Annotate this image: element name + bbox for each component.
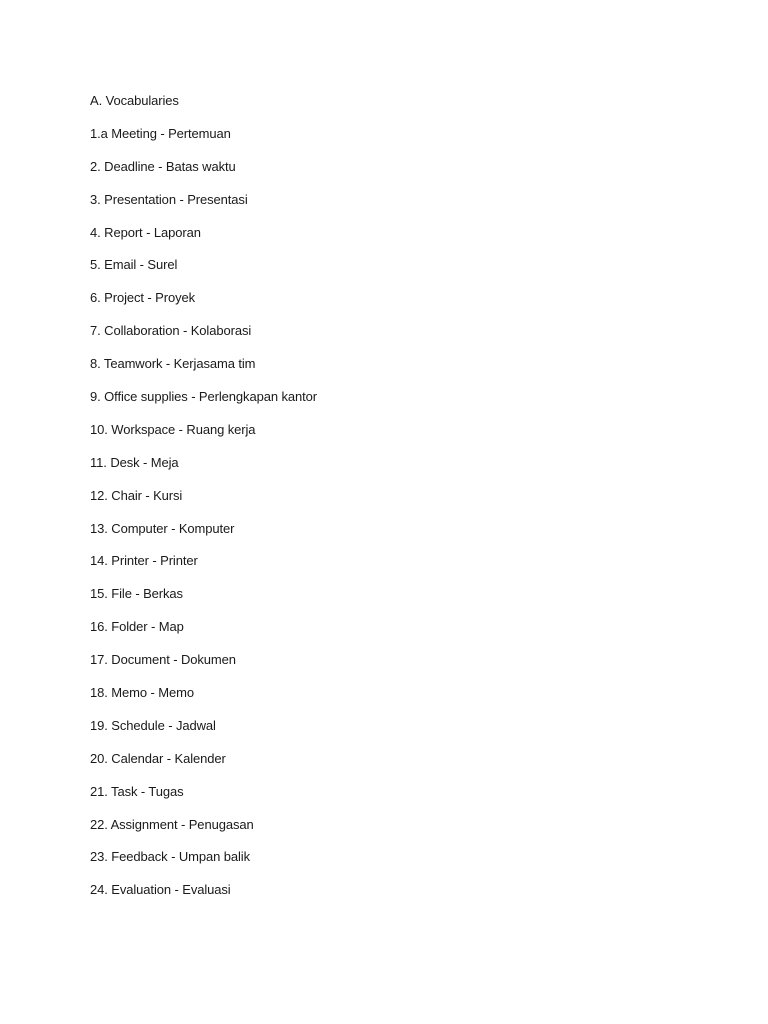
vocabulary-item: 21. Task - Tugas <box>90 783 184 799</box>
vocabulary-item: 15. File - Berkas <box>90 586 183 602</box>
vocabulary-item: 3. Presentation - Presentasi <box>90 191 248 207</box>
vocabulary-item: 6. Project - Proyek <box>90 290 196 306</box>
vocabulary-item: 5. Email - Surel <box>90 257 178 273</box>
vocabulary-item: 18. Memo - Memo <box>90 685 194 701</box>
vocabulary-item: 11. Desk - Meja <box>90 454 179 470</box>
vocabulary-item: 22. Assignment - Penugasan <box>90 816 254 832</box>
vocabulary-item: 7. Collaboration - Kolaborasi <box>90 323 252 339</box>
vocabulary-item: 19. Schedule - Jadwal <box>90 717 216 733</box>
vocabulary-item: 16. Folder - Map <box>90 619 184 635</box>
vocabulary-item: 9. Office supplies - Perlengkapan kantor <box>90 389 318 405</box>
vocabulary-item: 2. Deadline - Batas waktu <box>90 158 236 174</box>
document-content <box>90 92 690 914</box>
vocabulary-item: 4. Report - Laporan <box>90 224 201 240</box>
vocabulary-item: 14. Printer - Printer <box>90 553 198 569</box>
vocabulary-item: 12. Chair - Kursi <box>90 487 183 503</box>
vocabulary-item: 24. Evaluation - Evaluasi <box>90 882 231 898</box>
vocabulary-item: 20. Calendar - Kalender <box>90 750 226 766</box>
vocabulary-item: 23. Feedback - Umpan balik <box>90 849 250 865</box>
vocabulary-item: 8. Teamwork - Kerjasama tim <box>90 356 256 372</box>
vocabulary-item: 17. Document - Dokumen <box>90 652 236 668</box>
section-heading: A. Vocabularies <box>90 93 179 108</box>
vocabulary-item: 13. Computer - Komputer <box>90 520 235 536</box>
vocabulary-item: 10. Workspace - Ruang kerja <box>90 421 256 437</box>
vocabulary-item: 1.a Meeting - Pertemuan <box>90 125 231 141</box>
